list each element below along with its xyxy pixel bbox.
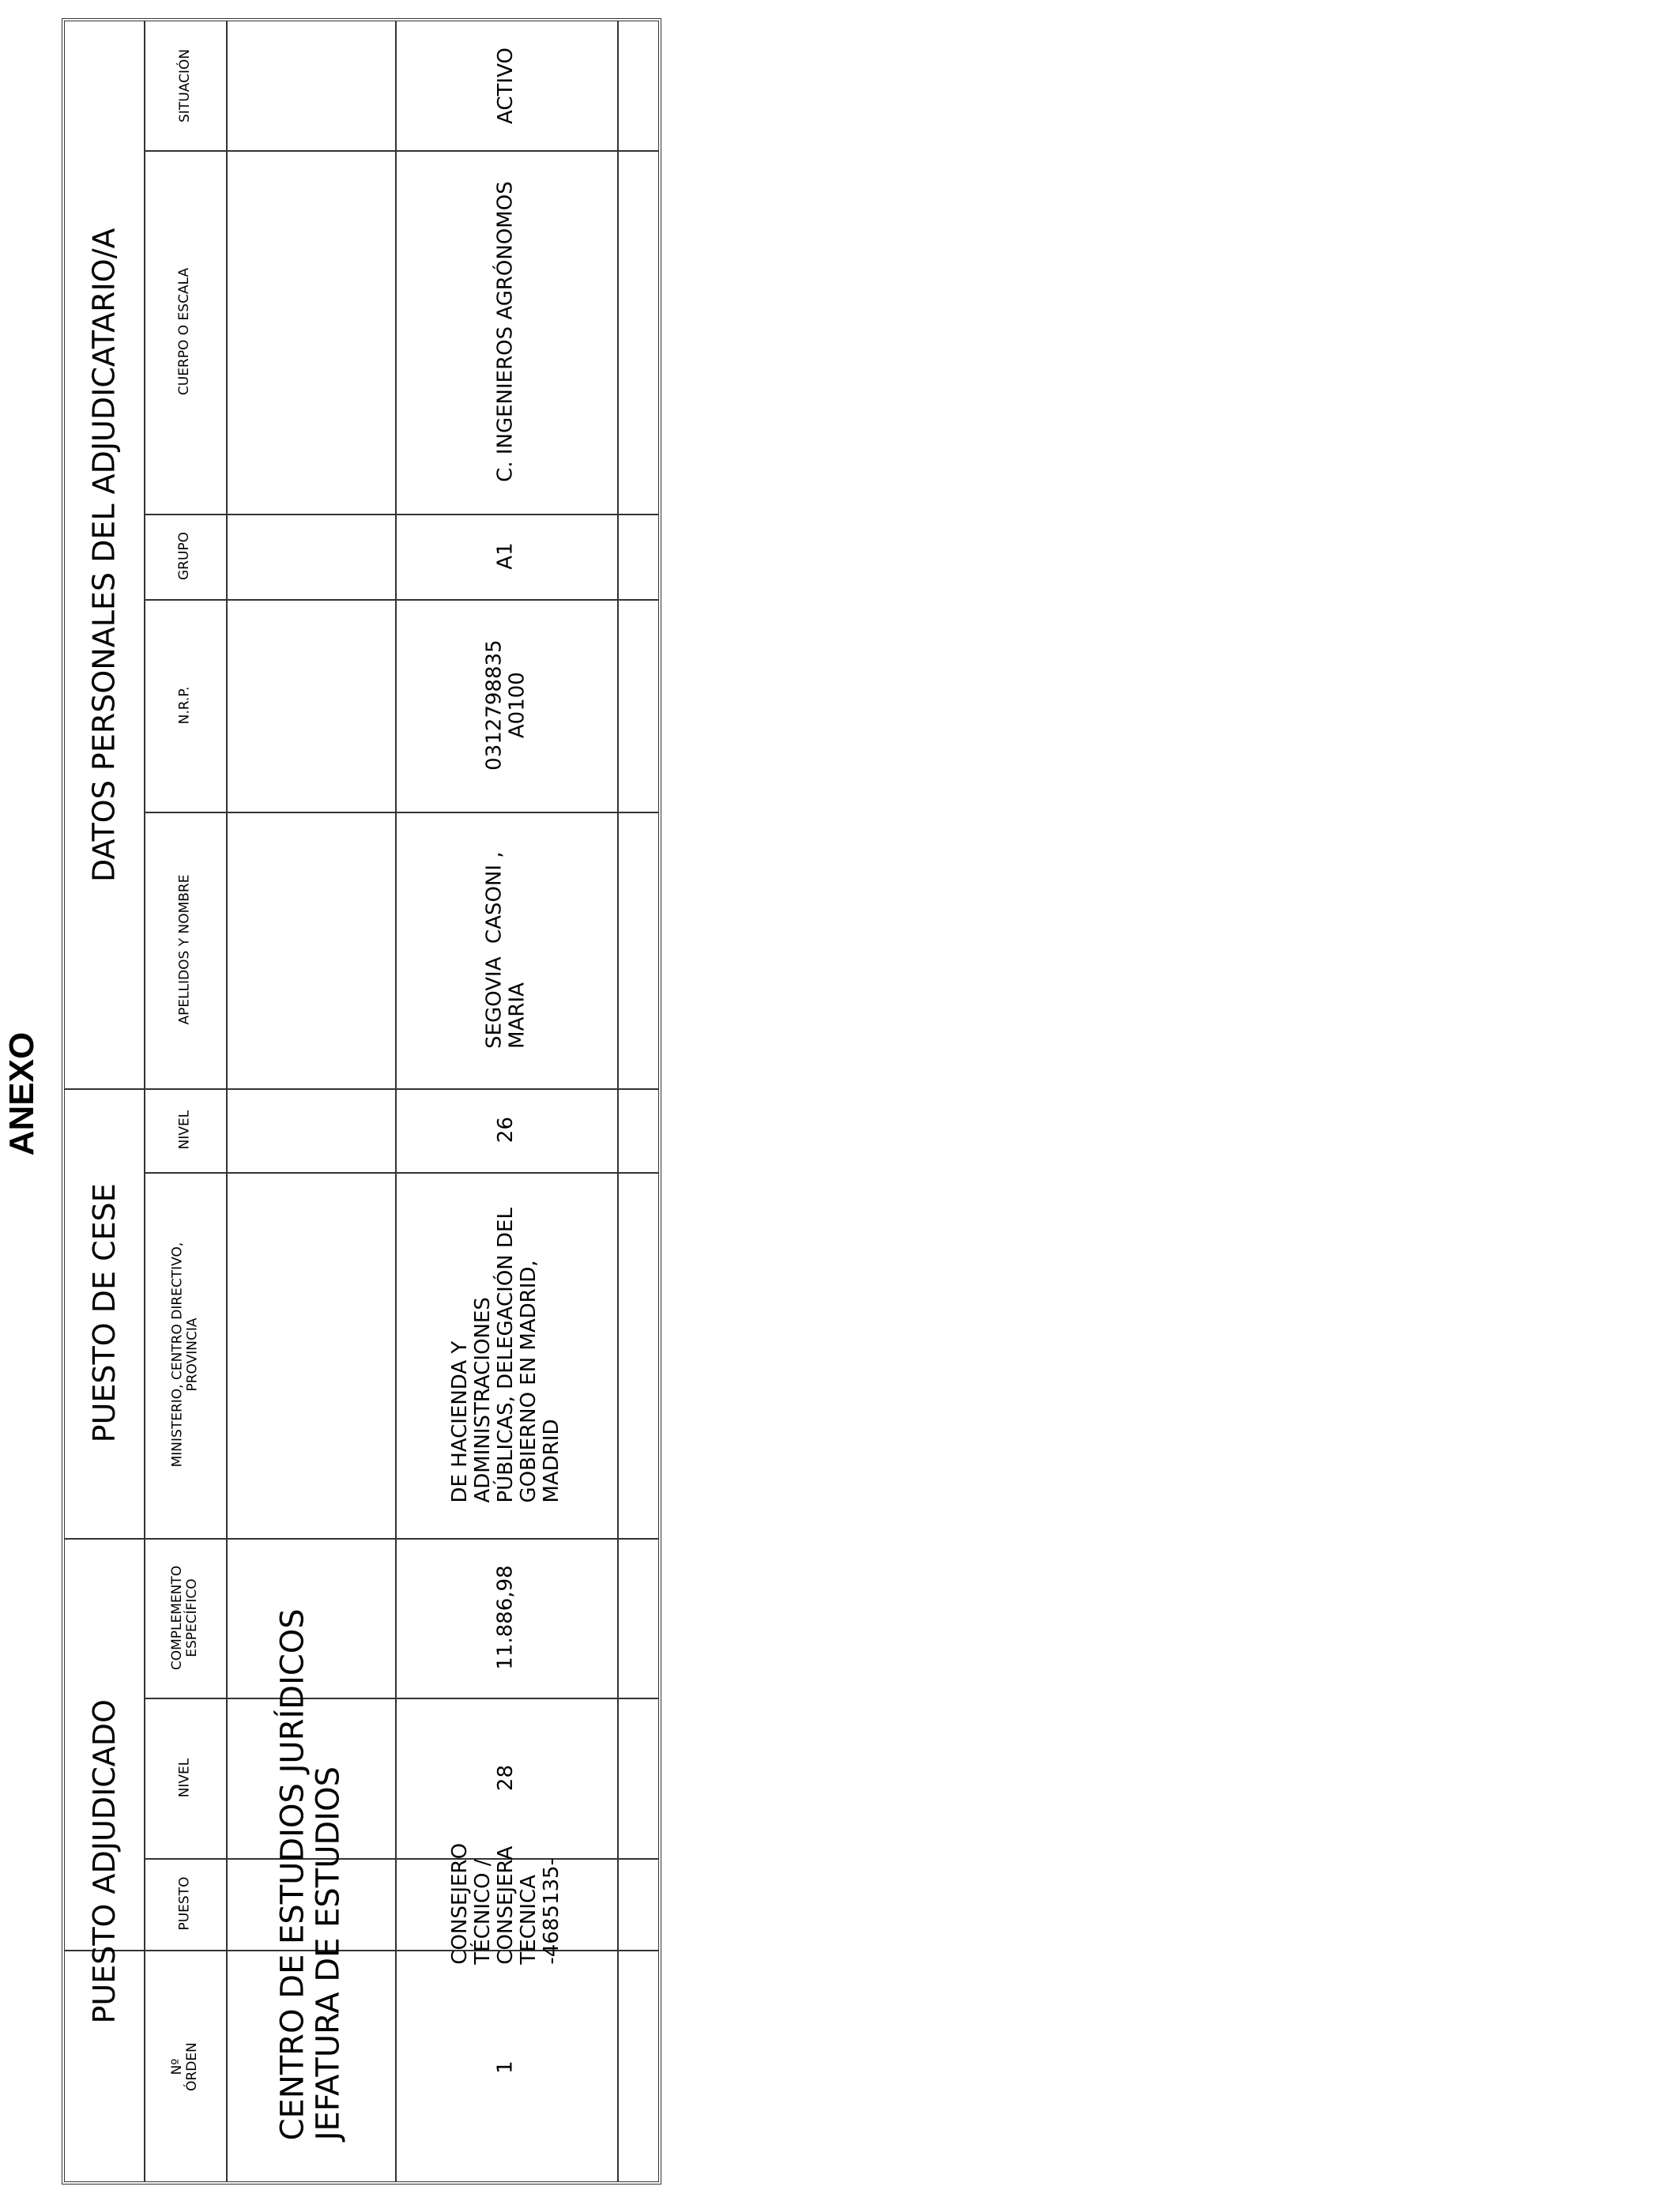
- col-header-ministerio: MINISTERIO, CENTRO DIRECTIVO, PROVINCIA: [168, 1242, 201, 1468]
- col-header-apellidos: APELLIDOS Y NOMBRE: [176, 874, 193, 1026]
- cell-puesto: CONSEJERO TÉCNICO / CONSEJERA TECNICA -4685135-: [447, 1843, 564, 1965]
- cell-ministerio: DE HACIENDA Y ADMINISTRACIONES PÚBLICAS, DELEGACIÓN DEL GOBIERNO EN MADRID, MADRID: [447, 1207, 564, 1503]
- cell-situacion: ACTIVO: [493, 47, 518, 124]
- group-heading: CENTRO DE ESTUDIOS JURÍDICOS JEFATURA DE ESTUDIOS: [274, 1608, 346, 2141]
- col-header-nivel-cese: NIVEL: [176, 1110, 193, 1150]
- col-header-cuerpo: CUERPO O ESCALA: [176, 268, 193, 396]
- section-datos-personales: DATOS PERSONALES DEL ADJUDICATARIO/A: [86, 228, 122, 882]
- anexo-table: [62, 18, 661, 2185]
- page-title: ANEXO: [2, 1031, 41, 1156]
- cell-grupo: A1: [493, 542, 518, 571]
- cell-complemento: 11.886,98: [493, 1565, 518, 1671]
- col-header-orden: Nº ÓRDEN: [168, 2042, 200, 2092]
- col-header-puesto: PUESTO: [176, 1877, 193, 1931]
- cell-apellidos: SEGOVIA CASONI , MARIA: [482, 851, 529, 1049]
- col-header-grupo: GRUPO: [176, 532, 193, 581]
- cell-cuerpo: C. INGENIEROS AGRÓNOMOS: [493, 181, 518, 483]
- col-header-nrp: N.R.P.: [176, 686, 193, 725]
- col-header-nivel-adjudicado: NIVEL: [176, 1758, 193, 1798]
- section-puesto-adjudicado: PUESTO ADJUDICADO: [86, 1698, 122, 2024]
- col-header-complemento: COMPLEMENTO ESPECÍFICO: [168, 1565, 200, 1671]
- cell-nivel-cese: 26: [493, 1117, 518, 1144]
- col-header-situacion: SITUACIÓN: [176, 49, 193, 123]
- section-puesto-cese: PUESTO DE CESE: [86, 1183, 122, 1443]
- cell-orden: 1: [493, 2060, 518, 2074]
- cell-nivel-adjudicado: 28: [493, 1764, 518, 1792]
- cell-nrp: 0312798835 A0100: [482, 639, 529, 771]
